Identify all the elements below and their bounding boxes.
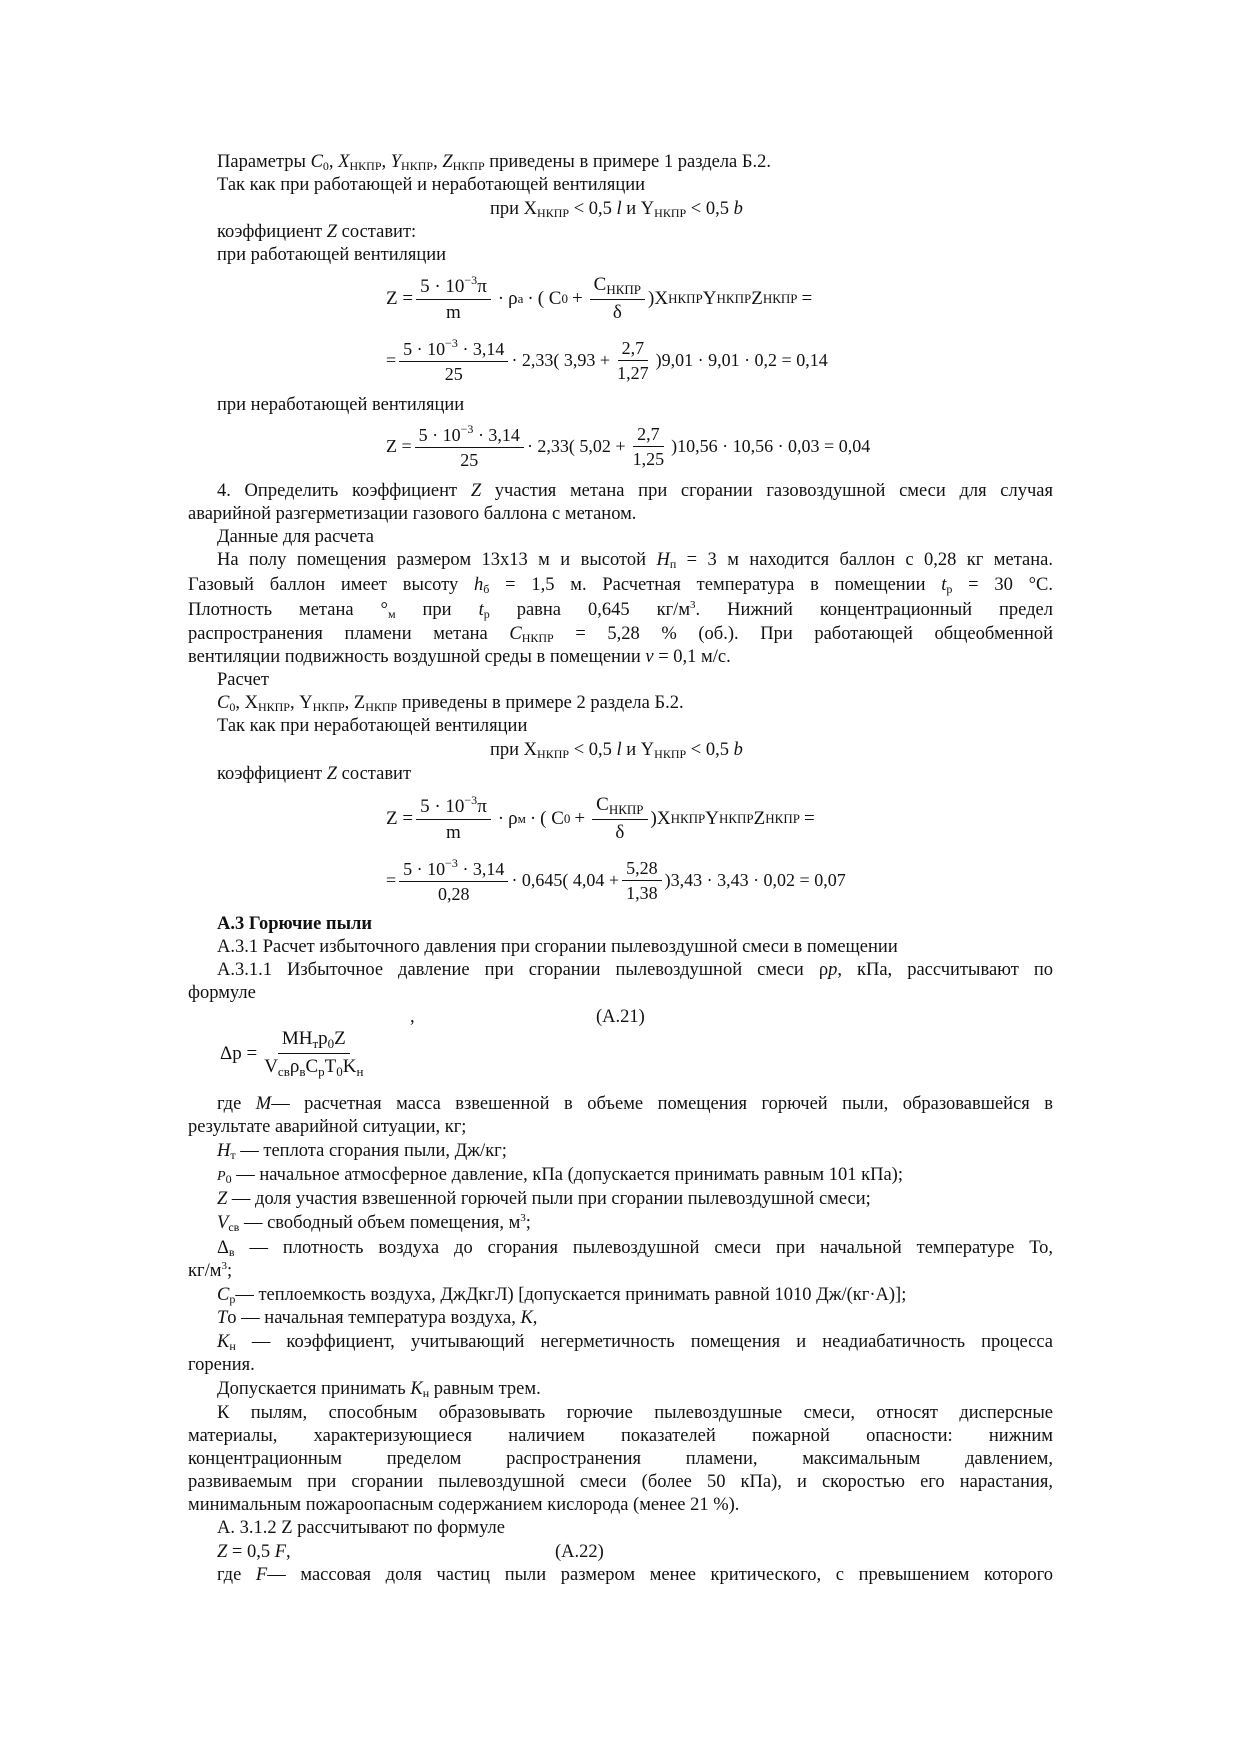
formula-z-methane-result: = $\frac{5 \cdot 10^{-3} \cdot 3,14}{0,28}$ · 0,645( 4,04 + $\frac{5,28}{1,38}$ )3,43 · 3,43 · 0,02 = 0,07 xyxy=(386,856,846,904)
text-line: при $X_{НКПР} < 0,5$ l и $Y_{НКПР} < 0,5$ b xyxy=(490,199,743,220)
text-line: $кг/м^3$; xyxy=(188,1260,233,1281)
text-line: материалы, характеризующиеся наличием показателей пожарной опасности: нижним xyxy=(188,1426,1053,1446)
text-line: концентрационным пределом распространения пламени, максимальным давлением, xyxy=(188,1449,1053,1469)
text-line: На полу помещения размером 13x13 м и высотой $H_п = 3$ м находится баллон с 0,28 кг метана. xyxy=(217,550,1053,571)
section-heading: А.3 Горючие пыли xyxy=(217,914,373,934)
text-line: при неработающей вентиляции xyxy=(217,395,465,415)
text-line: коэффициент Z составит xyxy=(217,764,412,784)
text-line: Газовый баллон имеет высоту $h_б = 1,5$ м. Расчетная температура в помещении $t_р = 30$ °С. xyxy=(188,575,1054,596)
formula-comma: , xyxy=(410,1007,415,1027)
text-line: вентиляции подвижность воздушной среды в помещении v = 0,1 м/с. xyxy=(188,647,731,667)
text-line: коэффициент Z составит: xyxy=(217,222,417,242)
text-line: Данные для расчета xyxy=(217,527,375,547)
text-line: $C_р—$ теплоемкость воздуха, ДжДкг⁯Л) [допускается принимать равной 1010 Дж/(кг·А)]; xyxy=(217,1285,907,1306)
text-line: при работающей вентиляции xyxy=(217,245,447,265)
text-line: Параметры $C_0$, $X_{НКПР}$, $Y_{НКПР}$, $Z_{НКПР}$ приведены в примере 1 раздела Б.2. xyxy=(217,152,772,173)
formula-pressure: Δp = $\frac{MH_тp_0Z}{V_{св}\rho_вC_pT_0K_н}$ xyxy=(220,1027,364,1079)
text-line: аварийной разгерметизации газового баллона с метаном. xyxy=(188,504,637,524)
text-line: Z = 0,5 F, xyxy=(217,1542,291,1562)
text-line: Плотность метана $^\circ_м$ при $t_р$ равна 0,645 $кг/м^3$. Нижний концентрационный предел xyxy=(188,599,1053,621)
formula-z-methane-general: Z = $\frac{5 \cdot 10^{-3}\pi}{m}$ · ρ м · ( C 0 + $\frac{C_{НКПР}}{\delta}$ )X НКПР Y НКПР Z НКПР = xyxy=(386,793,815,843)
text-line: К пылям, способным образовывать горючие пылевоздушные смеси, относят дисперсные xyxy=(217,1403,1053,1423)
text-line: горения. xyxy=(188,1355,255,1375)
text-line: Так как при работающей и неработающей вентиляции xyxy=(217,175,646,195)
text-line: Расчет xyxy=(217,670,269,690)
text-line: $K_н$ — коэффициент, учитывающий негерметичность помещения и неадиабатичность процесса xyxy=(217,1332,1053,1353)
text-line: $P_0$ — начальное атмосферное давление, кПа (допускается принимать равным 101 кПа); xyxy=(217,1165,903,1186)
text-line: А. 3.1.2 Z рассчитывают по формуле xyxy=(217,1518,505,1538)
text-line: Так как при неработающей вентиляции xyxy=(217,716,528,736)
text-line: распространения пламени метана $C_{НКПР} = 5,28$ % (об.). При работающей общеобменной xyxy=(188,624,1053,645)
text-line: А.3.1 Расчет избыточного давления при сгорании пылевоздушной смеси в помещении xyxy=(217,937,898,957)
text-line: 4. Определить коэффициент Z участия метана при сгорании газовоздушной смеси для случая xyxy=(217,481,1054,501)
formula-z-general: Z = $\frac{5 \cdot 10^{-3}\pi}{m}$ · ρ а · ( C 0 + $\frac{C_{НКПР}}{\delta}$ )X НКПР Y НКПР Z НКПР = xyxy=(386,273,813,323)
text-line: Допускается принимать $K_н$ равным трем. xyxy=(217,1379,541,1400)
text-line: $H_т$ — теплота сгорания пыли, Дж/кг; xyxy=(217,1141,507,1162)
text-line: $\Delta_в$ — плотность воздуха до сгорания пылевоздушной смеси при начальной температуре То, xyxy=(217,1238,1053,1259)
text-line: где M— расчетная масса взвешенной в объеме помещения горючей пыли, образовавшейся в xyxy=(217,1094,1053,1114)
text-line: $C_0$, $X_{НКПР}$, $Y_{НКПР}$, $Z_{НКПР}$ приведены в примере 2 раздела Б.2. xyxy=(217,693,684,714)
text-line: минимальным пожароопасным содержанием кислорода (менее 21 %). xyxy=(188,1495,740,1515)
text-line: Z — доля участия взвешенной горючей пыли при сгорании пылевоздушной смеси; xyxy=(217,1189,871,1209)
text-line: развиваемым при сгорании пылевоздушной смеси (более 50 кПа), и скоростью его нарастания, xyxy=(188,1472,1053,1492)
formula-number: (А.22) xyxy=(555,1542,604,1562)
text-line: Tо — начальная температура воздуха, К, xyxy=(217,1308,538,1328)
text-line: А.3.1.1 Избыточное давление при сгорании пылевоздушной смеси ρp, кПа, рассчитывают по xyxy=(217,960,1053,980)
formula-number: (А.21) xyxy=(596,1007,645,1027)
text-line: при $X_{НКПР} < 0,5$ l и $Y_{НКПР} < 0,5$ b xyxy=(490,740,743,761)
text-line: формуле xyxy=(188,983,256,1003)
formula-z-working-ventilation: = $\frac{5 \cdot 10^{-3} \cdot 3,14}{25}$ · 2,33( 3,93 + $\frac{2,7}{1,27}$ )9,01 · 9,01 · 0,2 = 0,14 xyxy=(386,336,828,384)
text-line: $V_{св}$ — свободный объем помещения, $м^3$; xyxy=(217,1212,531,1234)
formula-z-nonworking-ventilation: Z = $\frac{5 \cdot 10^{-3} \cdot 3,14}{25}$ · 2,33( 5,02 + $\frac{2,7}{1,25}$ )10,56 · 10,56 · 0,03 = 0,04 xyxy=(386,422,871,470)
text-line: где F— массовая доля частиц пыли размером менее критического, с превышением которого xyxy=(217,1565,1053,1585)
text-line: результате аварийной ситуации, кг; xyxy=(188,1117,467,1137)
